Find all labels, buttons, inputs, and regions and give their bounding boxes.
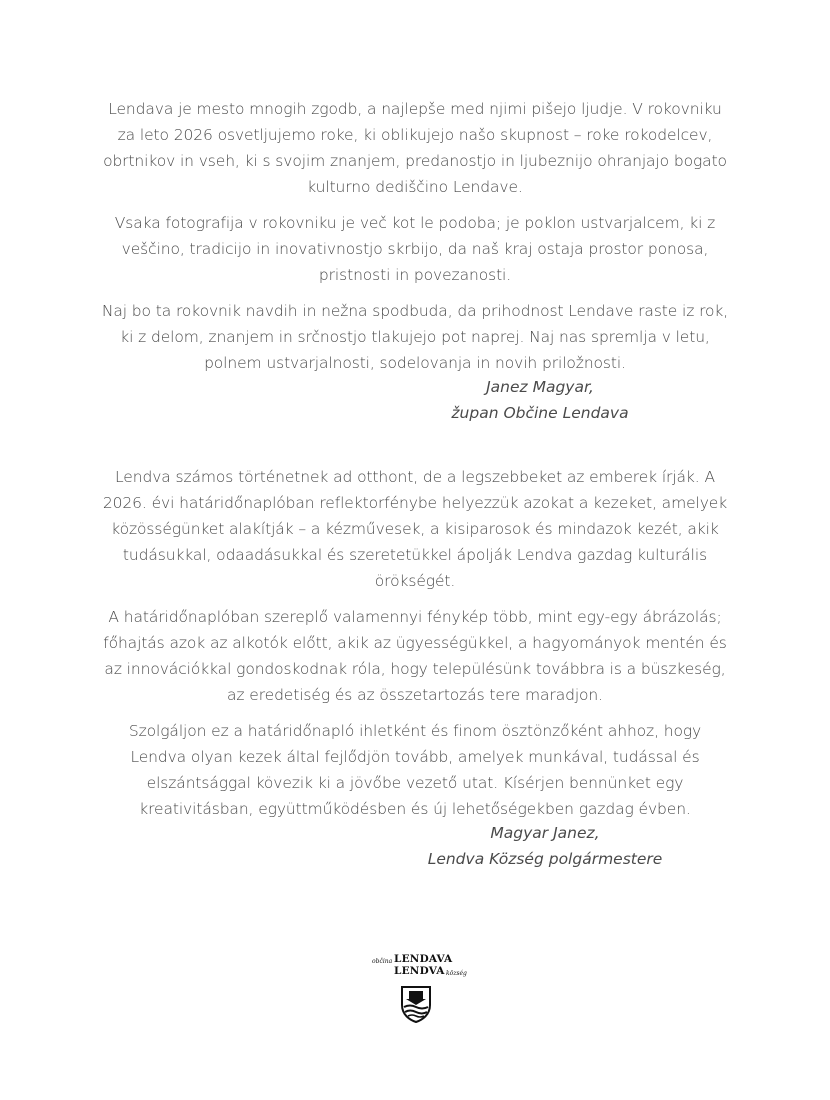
hungarian-signature-title: Lendva Község polgármestere: [427, 850, 663, 868]
slovenian-signature-title: župan Občine Lendava: [451, 404, 629, 422]
hungarian-paragraph-1: Lendva számos történetnek ad otthont, de a legszebbeket az emberek írják. A 2026. évi határidőnaplóban reflektorfénybe helyezzük azokat a kezeket, amelyek közösségünket alakítják – a kézművesek, a kisiparosok és mindazok kezét, akik tudásukkal, odaadásukkal és szeretetükkel ápolják Lendva gazdag kulturális örökségét.: [102, 468, 728, 590]
hungarian-signature-name: Magyar Janez,: [490, 824, 600, 842]
slovenian-signature: [430, 374, 650, 426]
hungarian-message: [100, 464, 730, 832]
logo-obcina-text: občina: [372, 958, 393, 965]
hungarian-paragraph-2: A határidőnaplóban szereplő valamennyi fénykép több, mint egy-egy ábrázolás; főhajtás azok az alkotók előtt, akik az ügyességükkel, a hagyományok mentén és az innovációkkal gondoskodnak róla, hogy településünk továbbra is a büszkeség, az eredetiség és az összetartozás tere maradjon.: [103, 608, 727, 704]
hungarian-signature: [400, 820, 690, 872]
logo-wordmark: [370, 952, 480, 986]
logo-lendava-text: LENDAVA: [394, 953, 453, 965]
coat-of-arms-icon: [400, 985, 432, 1023]
slovenian-signature-name: Janez Magyar,: [486, 378, 594, 396]
hungarian-paragraph-3: Szolgáljon ez a határidőnapló ihletként és finom ösztönzőként ahhoz, hogy Lendva olyan kezek által fejlődjön tovább, amelyek munkával, tudással és elszántsággal kövezik ki a jövőbe vezető utat. Kísérjen bennünket egy kreativitásban, együttműködésben és új lehetőségekben gazdag évben.: [128, 722, 702, 818]
slovenian-paragraph-2: Vsaka fotografija v rokovniku je več kot le podoba; je poklon ustvarjalcem, ki z veščino, tradicijo in inovativnostjo skrbijo, da naš kraj ostaja prostor ponosa, pristnosti in povezanosti.: [114, 214, 716, 284]
slovenian-paragraph-1: Lendava je mesto mnogih zgodb, a najlepše med njimi pišejo ljudje. V rokovniku za leto 2026 osvetljujemo roke, ki oblikujejo našo skupnost – roke rokodelcev, obrtnikov in vseh, ki s svojim znanjem, predanostjo in ljubeznijo ohranjajo bogato kulturno dediščino Lendave.: [103, 100, 727, 196]
municipality-logo: [370, 952, 480, 1026]
logo-lendva-text: LENDVA: [394, 965, 445, 977]
slovenian-message: [100, 96, 730, 386]
logo-kozseg-text: község: [446, 970, 467, 977]
slovenian-paragraph-3: Naj bo ta rokovnik navdih in nežna spodbuda, da prihodnost Lendave raste iz rok, ki z delom, znanjem in srčnostjo tlakujejo pot naprej. Naj nas spremlja v letu, polnem ustvarjalnosti, sodelovanja in novih priložnosti.: [101, 302, 729, 372]
